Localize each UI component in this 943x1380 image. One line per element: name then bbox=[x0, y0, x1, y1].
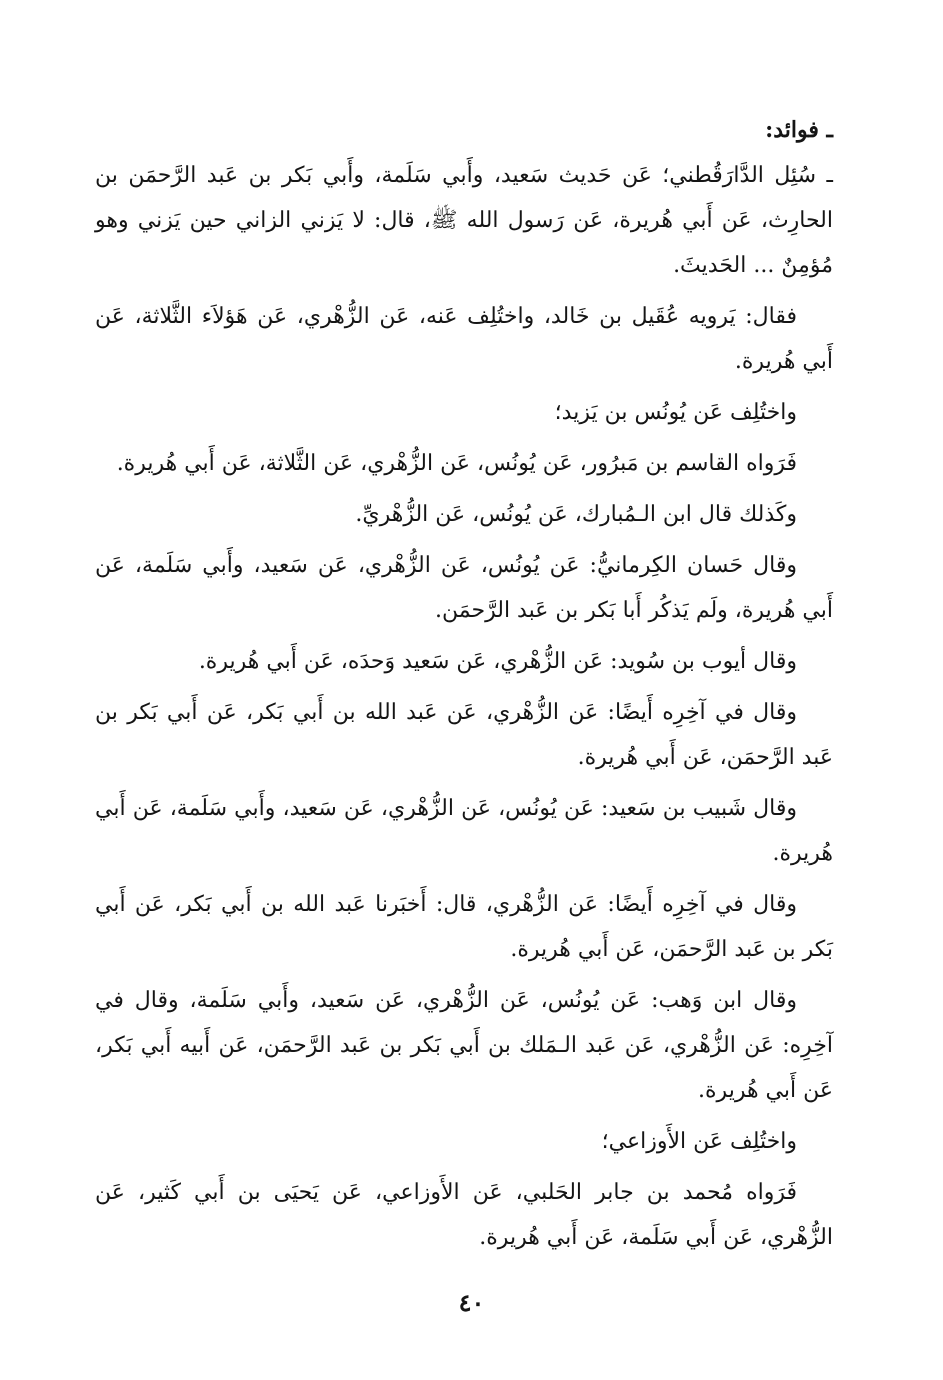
paragraph: وقال حَسان الكِرمانيُّ: عَن يُونُس، عَن الزُّهْري، عَن سَعيد، وأَبي سَلَمة، عَن أَبي هُريرة، ولَم يَذكُر أَبا بَكر بن عَبد الرَّحمَن. bbox=[95, 553, 833, 623]
paragraph: فَرَواه القاسم بن مَبرُور، عَن يُونُس، عَن الزُّهْري، عَن الثَّلاثة، عَن أَبي هُريرة. bbox=[116, 451, 797, 476]
paragraph: وقال أيوب بن سُويد: عَن الزُّهْري، عَن سَعيد وَحدَه، عَن أَبي هُريرة. bbox=[198, 649, 797, 674]
paragraph: وقال في آخِرِه أَيضًا: عَن الزُّهْري، قال: أَخبَرنا عَبد الله بن أَبي بَكر، عَن أَبي بَكر بن عَبد الرَّحمَن، عَن أَبي هُريرة. bbox=[95, 892, 833, 962]
paragraph: واختُلِف عَن الأَوزاعي؛ bbox=[601, 1129, 797, 1154]
paragraph: ـ سُئِل الدَّارَقُطني؛ عَن حَديث سَعيد، وأَبي سَلَمة، وأَبي بَكر بن عَبد الرَّحمَن بن الحارِث، عَن أَبي هُريرة، عَن رَسول الله ﷺ، قال: لا يَزني الزاني حين يَزني وهو مُؤمِنٌ ... الحَديثَ. bbox=[95, 163, 833, 278]
paragraph: فَرَواه مُحمد بن جابر الحَلبي، عَن الأَوزاعي، عَن يَحيَى بن أَبي كَثير، عَن الزُّهْري، عَن أَبي سَلَمة، عَن أَبي هُريرة. bbox=[95, 1180, 833, 1250]
paragraph: وقال ابن وَهب: عَن يُونُس، عَن الزُّهْري، عَن سَعيد، وأَبي سَلَمة، وقال في آخِرِه: عَن الزُّهْري، عَن عَبد الـمَلك بن أَبي بَكر بن عَبد الرَّحمَن، عَن أَبيه أَبي بَكر، عَن أَبي هُريرة. bbox=[95, 988, 833, 1103]
page-body bbox=[95, 108, 833, 1266]
section-heading: ـ فوائد: bbox=[765, 117, 833, 143]
paragraph: وقال شَبيب بن سَعيد: عَن يُونُس، عَن الزُّهْري، عَن سَعيد، وأَبي سَلَمة، عَن أَبي هُريرة. bbox=[95, 796, 833, 866]
paragraph: فقال: يَرويه عُقَيل بن خَالد، واختُلِف عَنه، عَن الزُّهْري، عَن هَؤلاَء الثَّلاثة، عَن أَبي هُريرة. bbox=[95, 304, 833, 374]
page-number: ٤٠ bbox=[458, 1288, 485, 1317]
paragraph: واختُلِف عَن يُونُس بن يَزيد؛ bbox=[554, 400, 797, 425]
paragraph: وقال في آخِرِه أَيضًا: عَن الزُّهْري، عَن عَبد الله بن أَبي بَكر، عَن أَبي بَكر بن عَبد الرَّحمَن، عَن أَبي هُريرة. bbox=[95, 700, 833, 770]
paragraph: وكَذلك قال ابن الـمُبارك، عَن يُونُس، عَن الزُّهْريِّ. bbox=[355, 502, 797, 527]
